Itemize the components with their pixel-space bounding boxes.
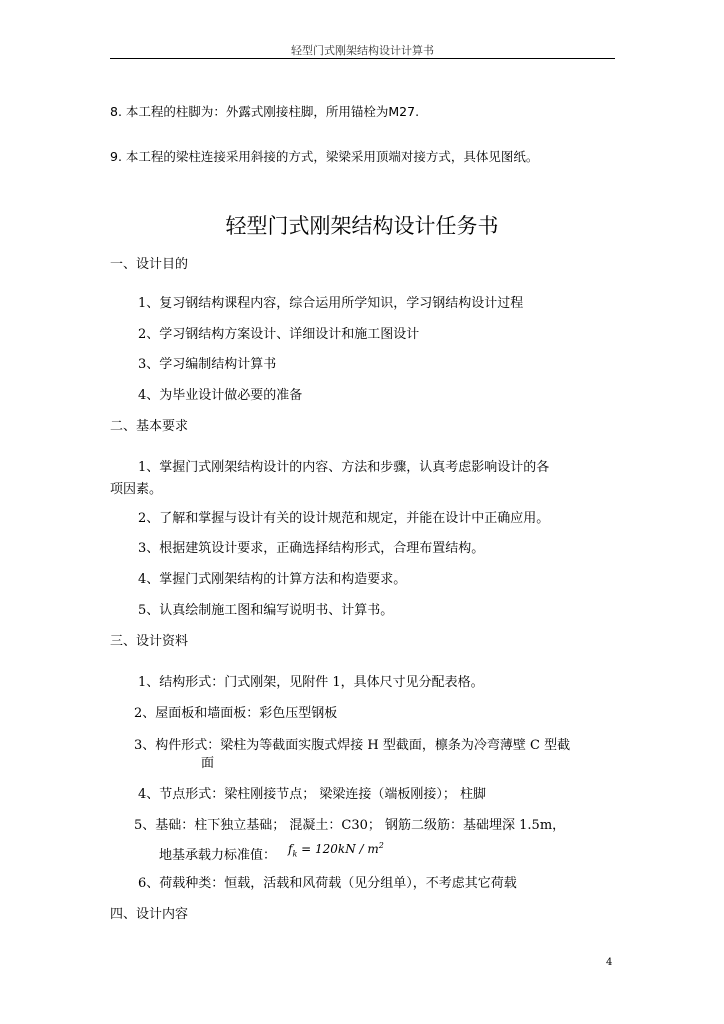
formula-value: = 120kN / m	[297, 842, 379, 856]
section-3-item: 3、构件形式：梁柱为等截面实腹式焊接 H 型截面，檩条为冷弯薄壁 C 型截	[134, 738, 571, 753]
section-2-item: 3、根据建筑设计要求，正确选择结构形式，合理布置结构。	[138, 541, 485, 556]
section-2-item-continuation: 项因素。	[110, 482, 163, 497]
formula-superscript: 2	[378, 841, 384, 850]
section-1-heading: 一、设计目的	[110, 257, 189, 272]
header-rule	[110, 58, 615, 59]
section-1-item: 2、学习钢结构方案设计、详细设计和施工图设计	[138, 327, 420, 342]
section-3-item: 5、基础：柱下独立基础； 混凝土：C30； 钢筋二级筋：基础埋深 1.5m，	[134, 818, 566, 833]
section-3-item-continuation: 面	[201, 756, 215, 771]
note-8: 8. 本工程的柱脚为：外露式刚接柱脚，所用锚栓为M27.	[110, 104, 420, 119]
bearing-capacity-line	[159, 841, 384, 868]
formula-symbol: f	[288, 842, 293, 856]
section-3-item: 4、节点形式：梁柱刚接节点； 梁梁连接（端板刚接）； 柱脚	[138, 787, 487, 802]
section-1-item: 1、复习钢结构课程内容，综合运用所学知识，学习钢结构设计过程	[138, 296, 524, 311]
section-3-item: 2、屋面板和墙面板：彩色压型钢板	[134, 706, 338, 721]
section-3-heading: 三、设计资料	[110, 634, 189, 649]
formula-subscript: k	[292, 849, 298, 859]
document-title: 轻型门式刚架结构设计任务书	[225, 214, 499, 238]
section-3-item: 6、荷载种类：恒载，活载和风荷载（见分组单），不考虑其它荷载	[138, 876, 517, 891]
section-2-item: 1、掌握门式刚架结构设计的内容、方法和步骤，认真考虑影响设计的各	[138, 460, 550, 475]
note-9: 9. 本工程的梁柱连接采用斜接的方式，梁梁采用顶端对接方式，具体见图纸。	[110, 149, 539, 164]
section-2-heading: 二、基本要求	[110, 419, 189, 434]
section-4-heading: 四、设计内容	[110, 907, 189, 922]
section-1-item: 3、学习编制结构计算书	[138, 357, 277, 372]
running-header: 轻型门式刚架结构设计计算书	[291, 44, 434, 57]
page-number: 4	[606, 957, 613, 968]
section-1-item: 4、为毕业设计做必要的准备	[138, 388, 303, 403]
section-3-item: 1、结构形式：门式刚架，见附件 1，具体尺寸见分配表格。	[138, 675, 484, 690]
bearing-capacity-label: 地基承载力标准值：	[159, 848, 277, 863]
bearing-capacity-formula	[288, 841, 384, 859]
section-2-item: 2、了解和掌握与设计有关的设计规范和规定，并能在设计中正确应用。	[138, 511, 550, 526]
section-2-item: 5、认真绘制施工图和编写说明书、计算书。	[138, 603, 394, 618]
section-2-item: 4、掌握门式刚架结构的计算方法和构造要求。	[138, 572, 407, 587]
